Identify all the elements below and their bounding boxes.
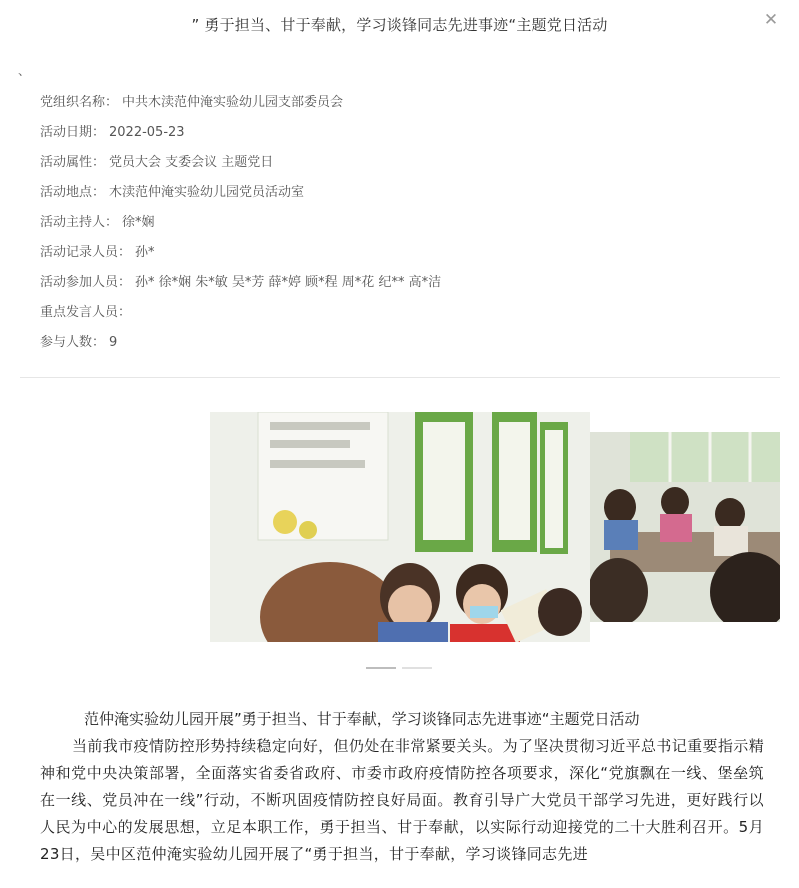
stray-mark: 、 xyxy=(18,64,31,78)
article-content xyxy=(40,706,764,868)
count-value: 9 xyxy=(109,335,118,350)
article-body: 当前我市疫情防控形势持续稳定向好，但仍处在非常紧要关头。为了坚决贯彻习近平总书记重要指示精神和党中央决策部署，全面落实省委省政府、市委市政府疫情防控各项要求，深化“党旗飘在一线、堡垒筑在一线、党员冲在一线”行动，不断巩固疫情防控良好局面。教育引导广大党员干部学习先进，更好践行以人民为中心的发展思想，立足本职工作，勇于担当、甘于奉献，以实际行动迎接党的二十大胜利召开。5月23日，吴中区范仲淹实验幼儿园开展了“勇于担当，甘于奉献，学习谈锋同志先进 xyxy=(40,737,764,863)
carousel-slide-photo-1[interactable] xyxy=(210,412,590,642)
info-row-host xyxy=(40,211,441,241)
date-value: 2022-05-23 xyxy=(109,125,185,140)
type-value: 党员大会 支委会议 主题党日 xyxy=(109,155,274,170)
activity-info xyxy=(40,91,441,361)
classroom-photo-1 xyxy=(210,412,590,642)
participants-label: 活动参加人员： xyxy=(40,275,132,290)
carousel-dot-2[interactable] xyxy=(402,667,432,669)
speakers-label: 重点发言人员： xyxy=(40,305,132,320)
carousel-indicators xyxy=(366,654,438,673)
org-value: 中共木渎范仲淹实验幼儿园支部委员会 xyxy=(122,95,344,110)
host-label: 活动主持人： xyxy=(40,215,119,230)
info-row-recorder xyxy=(40,241,441,271)
place-label: 活动地点： xyxy=(40,185,106,200)
carousel-dot-1[interactable] xyxy=(366,667,396,669)
info-row-place xyxy=(40,181,441,211)
dialog-title: ” 勇于担当、甘于奉献，学习谈锋同志先进事迹“主题党日活动 xyxy=(191,16,608,34)
close-icon[interactable]: ✕ xyxy=(763,10,779,30)
org-label: 党组织名称： xyxy=(40,95,119,110)
info-row-type xyxy=(40,151,441,181)
count-label: 参与人数： xyxy=(40,335,106,350)
info-row-count xyxy=(40,331,441,361)
info-row-speakers xyxy=(40,301,441,331)
section-divider xyxy=(20,377,780,378)
article-title: 范仲淹实验幼儿园开展”勇于担当、甘于奉献，学习谈锋同志先进事迹“主题党日活动 xyxy=(84,710,640,728)
participants-value: 孙* 徐*娴 朱*敏 吴*芳 薛*婷 顾*程 周*花 纪** 高*洁 xyxy=(135,275,442,290)
info-row-org xyxy=(40,91,441,121)
photo-carousel[interactable] xyxy=(0,412,799,652)
host-value: 徐*娴 xyxy=(122,215,155,230)
carousel-slide-photo-2[interactable] xyxy=(590,432,780,622)
info-row-date xyxy=(40,121,441,151)
place-value: 木渎范仲淹实验幼儿园党员活动室 xyxy=(109,185,305,200)
recorder-label: 活动记录人员： xyxy=(40,245,132,260)
info-row-participants xyxy=(40,271,441,301)
date-label: 活动日期： xyxy=(40,125,106,140)
recorder-value: 孙* xyxy=(135,245,155,260)
classroom-photo-2 xyxy=(590,432,780,622)
type-label: 活动属性： xyxy=(40,155,106,170)
